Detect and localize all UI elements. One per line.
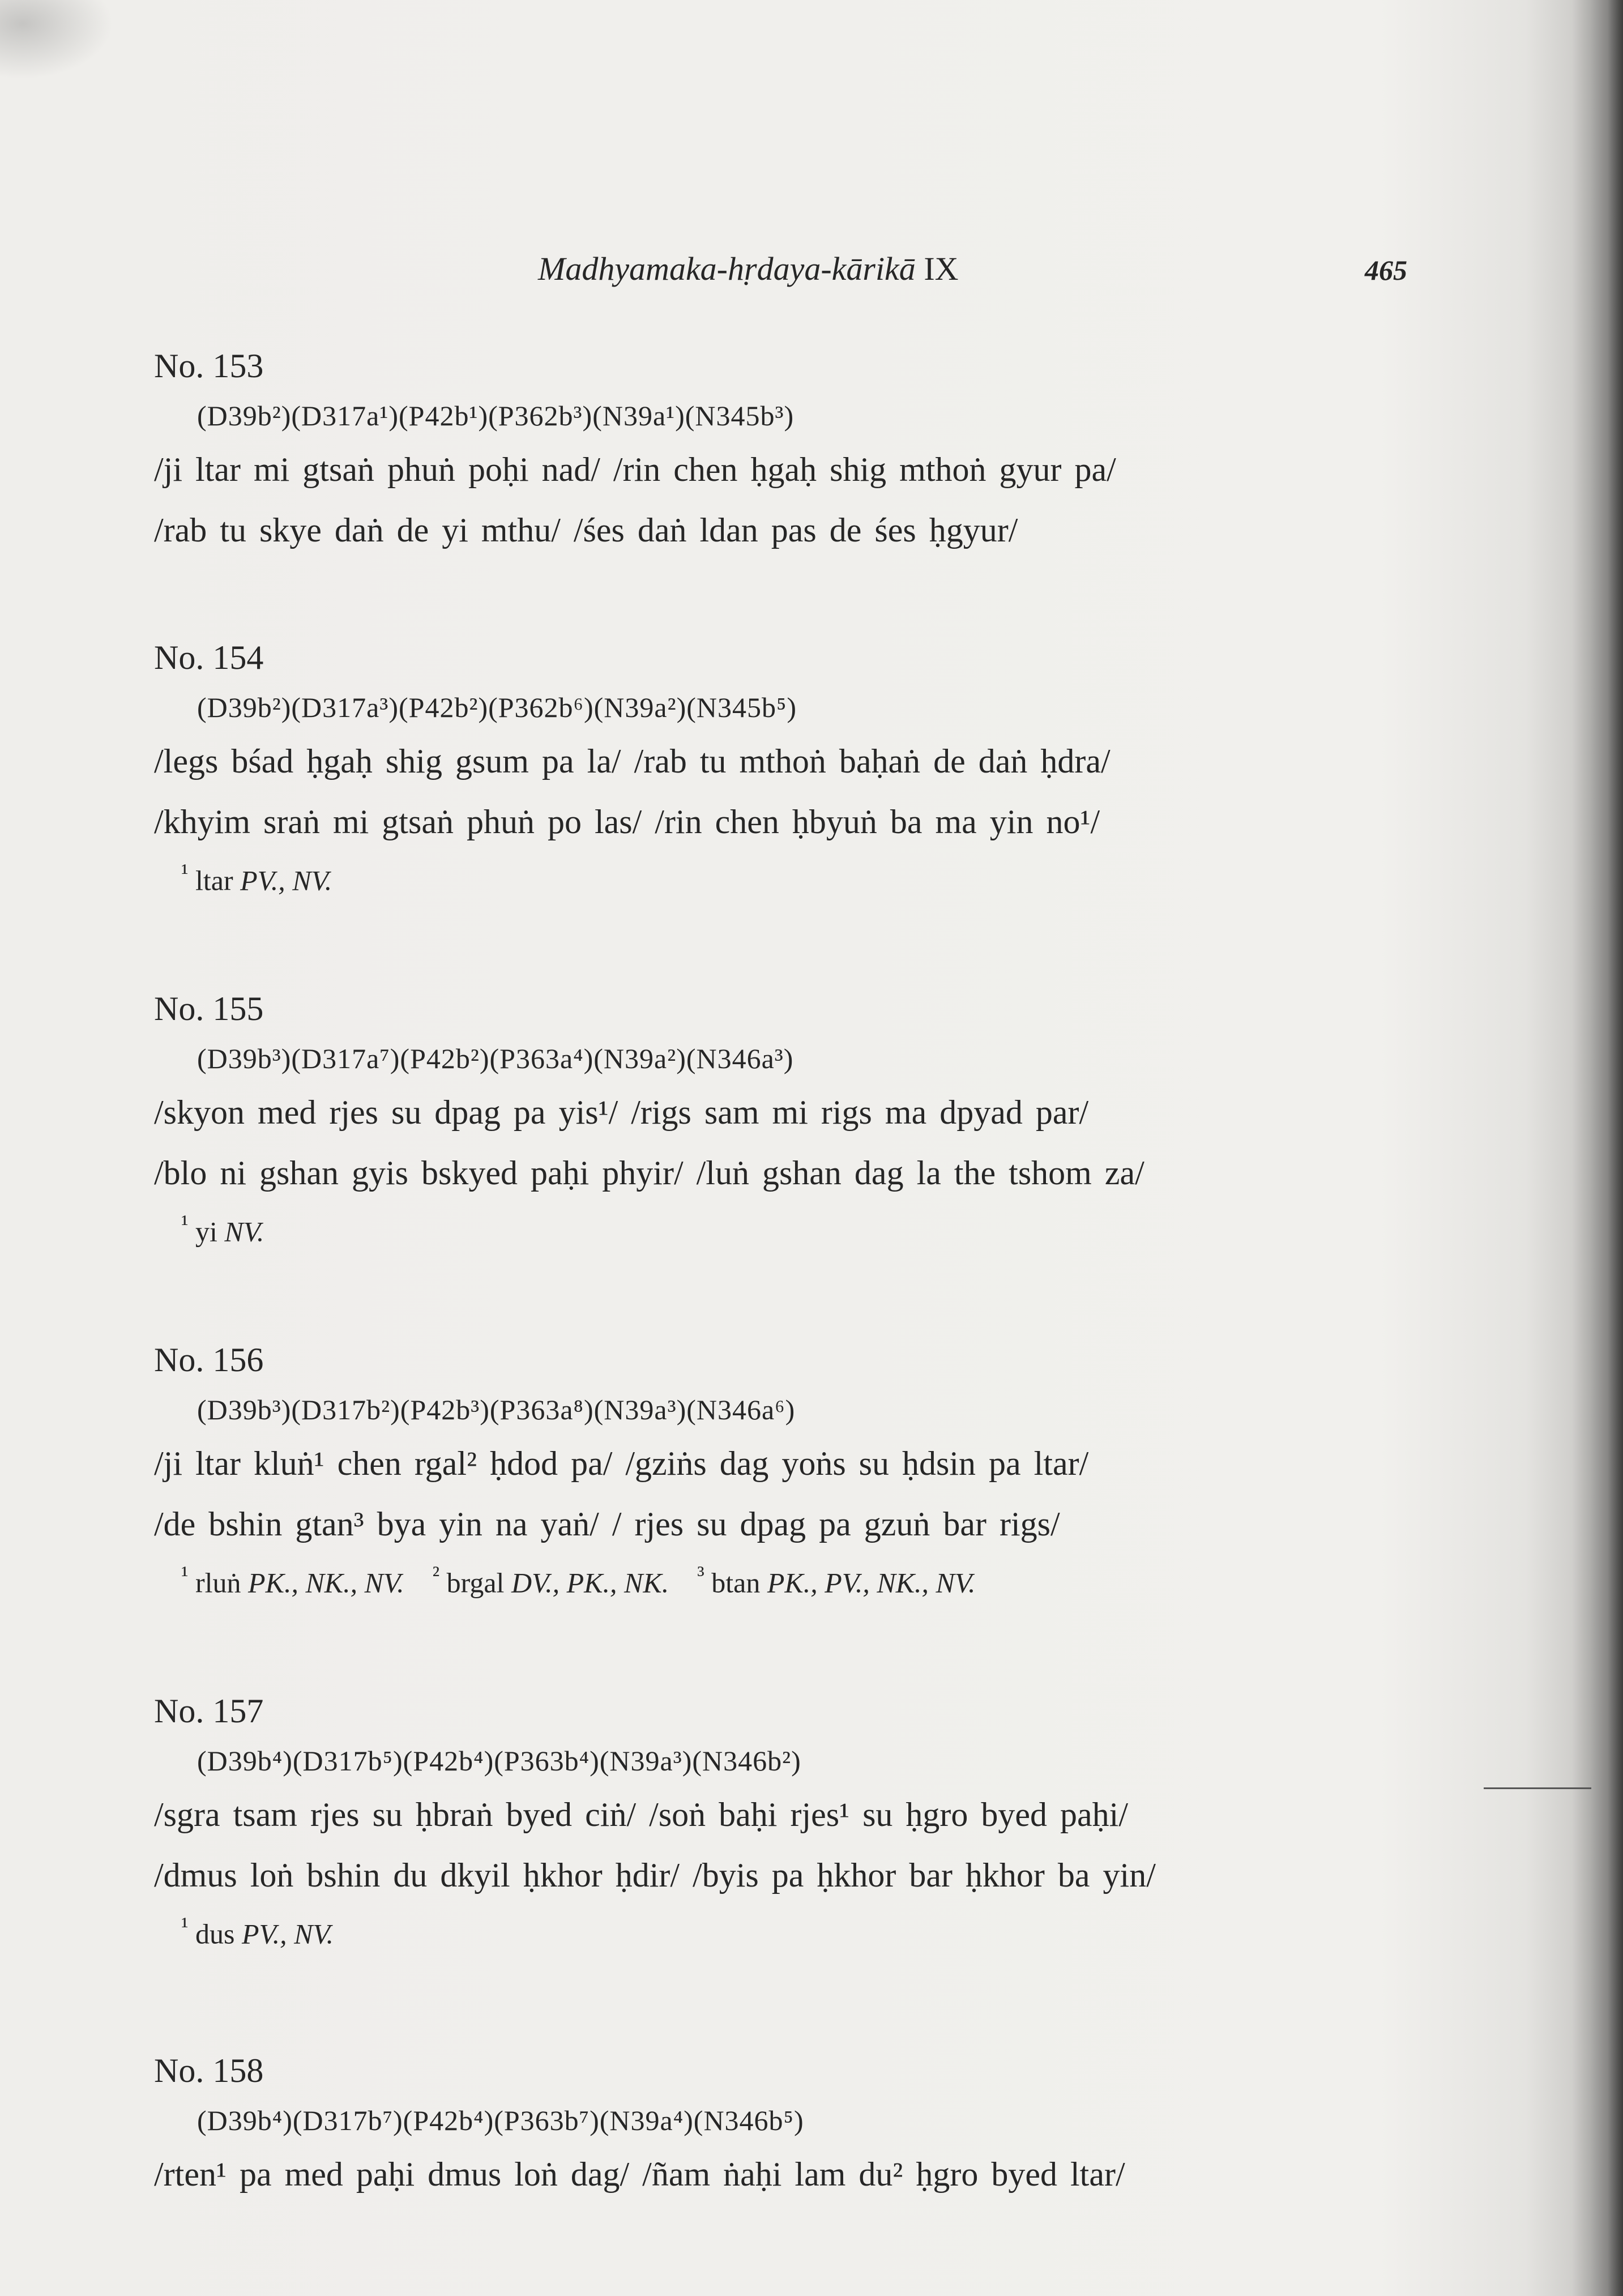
note-reading: rluṅ [195,1567,241,1599]
running-title-text: Madhyamaka-hṛdaya-kārikā [538,250,916,287]
note-reading: btan [711,1567,761,1599]
textual-notes [181,1557,976,1601]
sigla-line: (D39b²)(D317a³)(P42b²)(P362b⁶)(N39a²)(N345b⁵) [197,692,797,723]
verse-line: /skyon med rjes su dpag pa yis¹/ /rigs sam mi rigs ma dpyad par/ [154,1094,1089,1131]
note-mss: PV., NV. [240,864,332,897]
note-mss: PK., PV., NK., NV. [767,1567,976,1599]
verse-line: /rten¹ pa med paḥi dmus loṅ dag/ /ñam ṅaḥi lam du² ḥgro byed ltar/ [154,2156,1125,2193]
scan-smudge [0,0,113,79]
note-reading: brgal [446,1567,505,1599]
sigla-line: (D39b²)(D317a¹)(P42b¹)(P362b³)(N39a¹)(N345b³) [197,400,795,432]
sigla-line: (D39b⁴)(D317b⁷)(P42b⁴)(P363b⁷)(N39a⁴)(N346b⁵) [197,2105,804,2136]
textual-note [181,1909,334,1952]
page-number: 465 [1365,254,1407,286]
note-marker: ¹ [181,860,189,886]
verse-line: /de bshin gtan³ bya yin na yaṅ/ / rjes su dpag pa gzuṅ bar rigs/ [154,1505,1060,1543]
entry-number: No. 156 [154,1341,264,1379]
entry-number: No. 157 [154,1692,264,1730]
entry-number: No. 158 [154,2052,264,2089]
note-marker: ¹ [181,1211,189,1237]
note-mss: DV., PK., NK. [511,1567,669,1599]
chapter-number: IX [924,250,959,287]
verse-line: /sgra tsam rjes su ḥbraṅ byed ciṅ/ /soṅ baḥi rjes¹ su ḥgro byed paḥi/ [154,1796,1129,1833]
note-mss: PV., NV. [241,1918,334,1950]
margin-rule [1484,1787,1591,1789]
note-reading: dus [195,1918,235,1950]
verse-line: /ji ltar mi gtsaṅ phuṅ poḥi nad/ /rin chen ḥgaḥ shig mthoṅ gyur pa/ [154,451,1116,488]
note-mss: PK., NK., NV. [248,1567,404,1599]
sigla-line: (D39b³)(D317b²)(P42b³)(P363a⁸)(N39a³)(N346a⁶) [197,1394,796,1426]
note-reading: ltar [195,864,233,897]
sigla-line: (D39b³)(D317a⁷)(P42b²)(P363a⁴)(N39a²)(N346a³) [197,1043,794,1074]
running-title [538,249,959,289]
verse-line: /legs bśad ḥgaḥ shig gsum pa la/ /rab tu mthoṅ baḥaṅ de daṅ ḥdra/ [154,742,1111,780]
verse-line: /rab tu skye daṅ de yi mthu/ /śes daṅ ldan pas de śes ḥgyur/ [154,511,1018,549]
note-mss: NV. [224,1215,264,1248]
textual-note [181,1206,264,1249]
entry-number: No. 154 [154,639,264,676]
sigla-line: (D39b⁴)(D317b⁵)(P42b⁴)(P363b⁴)(N39a³)(N346b²) [197,1745,801,1777]
textual-note [181,855,332,898]
verse-line: /khyim sraṅ mi gtsaṅ phuṅ po las/ /rin chen ḥbyuṅ ba ma yin no¹/ [154,803,1100,840]
note-marker: ¹ [181,1913,189,1939]
verse-line: /ji ltar kluṅ¹ chen rgal² ḥdod pa/ /gziṅs dag yoṅs su ḥdsin pa ltar/ [154,1445,1089,1482]
note-marker: ³ [697,1562,704,1588]
note-reading: yi [195,1215,217,1248]
entry-number: No. 155 [154,990,264,1027]
note-marker: ¹ [181,1562,189,1588]
note-marker: ² [432,1562,440,1588]
binding-shadow [1572,0,1623,2296]
entry-number: No. 153 [154,347,264,385]
running-header [0,249,1623,295]
verse-line: /dmus loṅ bshin du dkyil ḥkhor ḥdir/ /byis pa ḥkhor bar ḥkhor ba yin/ [154,1857,1156,1894]
verse-line: /blo ni gshan gyis bskyed paḥi phyir/ /luṅ gshan dag la the tshom za/ [154,1154,1144,1192]
